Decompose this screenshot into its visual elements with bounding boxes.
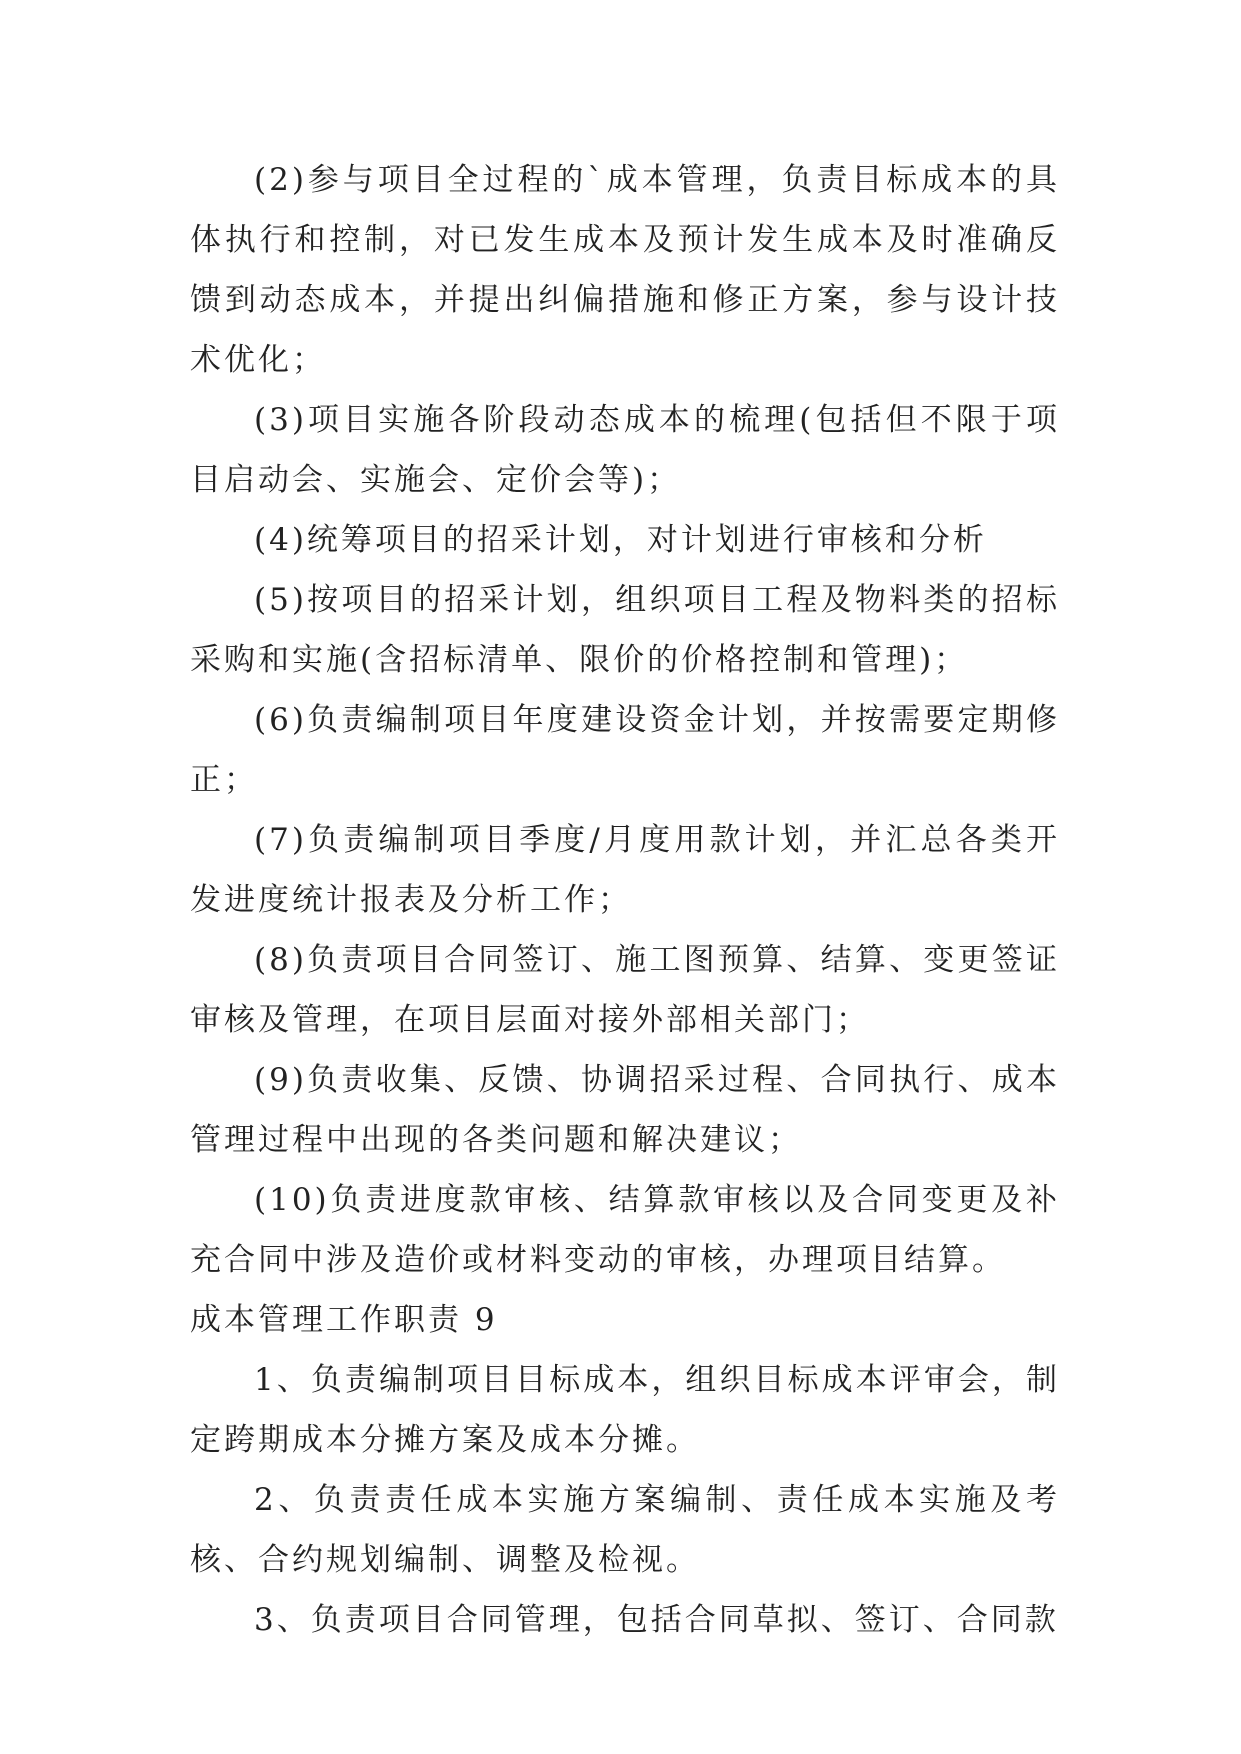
section-heading: 成本管理工作职责 9 <box>190 1302 498 1338</box>
paragraph-item-3: (3)项目实施各阶段动态成本的梳理(包括但不限于项目启动会、实施会、定价会等)； <box>190 402 1060 498</box>
responsibility-item-3: 3、负责项目合同管理，包括合同草拟、签订、合同款 <box>254 1602 1059 1638</box>
paragraph-item-7: (7)负责编制项目季度/月度用款计划，并汇总各类开发进度统计报表及分析工作； <box>190 822 1060 918</box>
paragraph-item-10: (10)负责进度款审核、结算款审核以及合同变更及补充合同中涉及造价或材料变动的审核，办理项目结算。 <box>190 1182 1060 1278</box>
paragraph-item-9: (9)负责收集、反馈、协调招采过程、合同执行、成本管理过程中出现的各类问题和解决建议； <box>190 1062 1060 1158</box>
responsibility-item-2: 2、负责责任成本实施方案编制、责任成本实施及考核、合约规划编制、调整及检视。 <box>190 1482 1060 1578</box>
paragraph-item-8: (8)负责项目合同签订、施工图预算、结算、变更签证审核及管理，在项目层面对接外部相关部门； <box>190 942 1060 1038</box>
paragraph-item-5: (5)按项目的招采计划，组织项目工程及物料类的招标采购和实施(含招标清单、限价的价格控制和管理)； <box>190 582 1060 678</box>
paragraph-item-6: (6)负责编制项目年度建设资金计划，并按需要定期修正； <box>190 702 1060 798</box>
paragraph-item-4: (4)统筹项目的招采计划，对计划进行审核和分析 <box>254 522 987 558</box>
responsibility-item-1: 1、负责编制项目目标成本，组织目标成本评审会，制定跨期成本分摊方案及成本分摊。 <box>190 1362 1060 1458</box>
document-body <box>190 150 1060 1650</box>
paragraph-item-2: (2)参与项目全过程的`成本管理，负责目标成本的具体执行和控制，对已发生成本及预计发生成本及时准确反馈到动态成本，并提出纠偏措施和修正方案，参与设计技术优化； <box>190 162 1060 378</box>
